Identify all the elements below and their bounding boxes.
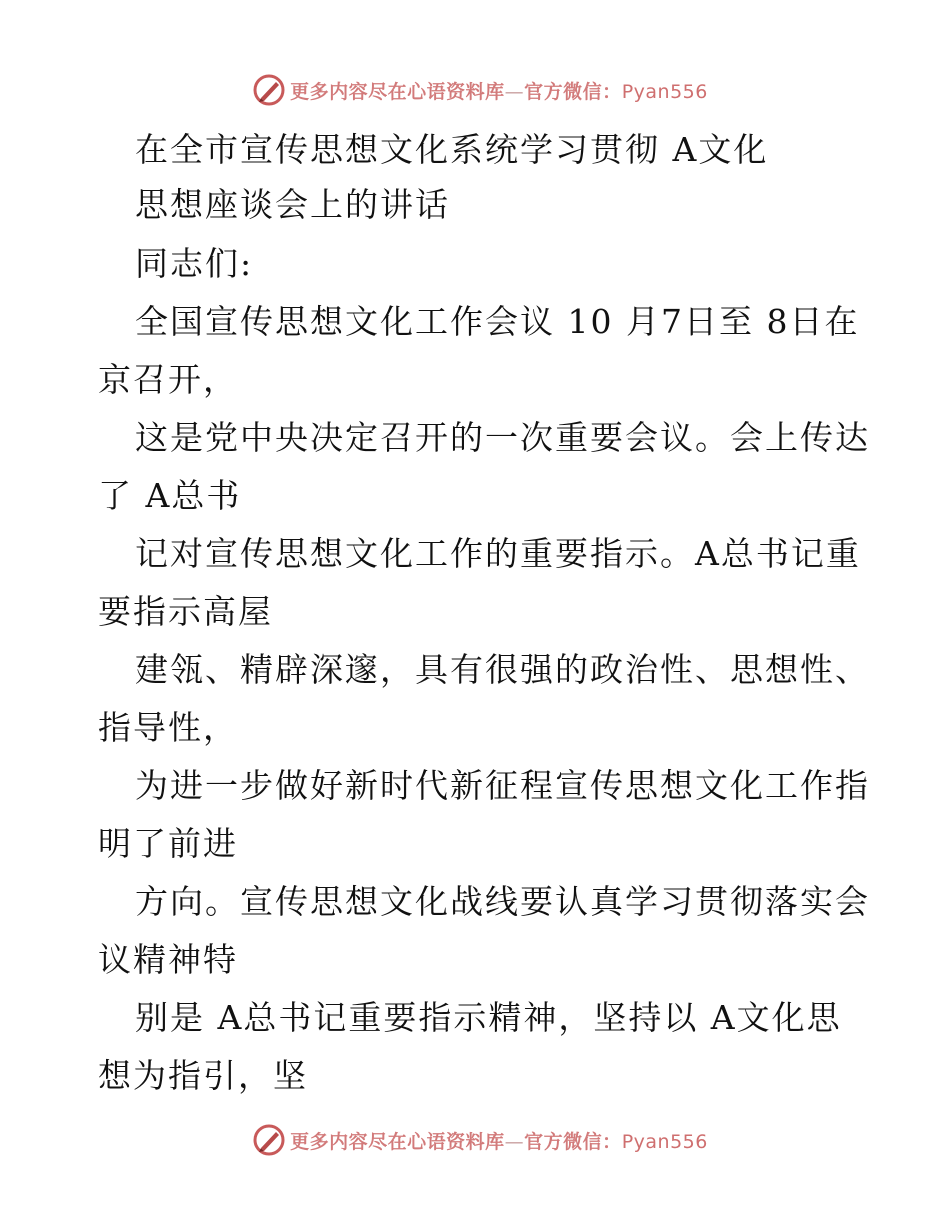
doc-line: 了 A总书 [98,476,242,515]
pen-circle-icon [252,73,286,107]
doc-line: 指导性， [98,708,238,747]
footer-watermark-text [290,1127,708,1154]
watermark-wechat-label: 官方微信： [524,80,622,103]
watermark-wechat-id: Pyan556 [621,80,708,103]
doc-line: 同志们: [135,244,254,283]
footer-watermark [0,1120,950,1160]
doc-line: 记对宣传思想文化工作的重要指示。A总书记重 [135,534,861,573]
doc-line: 方向。宣传思想文化战线要认真学习贯彻落实会 [135,882,870,921]
doc-line: 明了前进 [98,824,238,863]
header-watermark-text [290,77,708,104]
watermark-wechat-label: 官方微信： [524,1130,622,1153]
doc-line: 在全市宣传思想文化系统学习贯彻 A文化 [135,130,769,169]
footer-watermark-inner [252,1123,708,1157]
doc-line: 全国宣传思想文化工作会议 10 月7日至 8日在 [135,302,860,341]
doc-line: 要指示高屋 [98,592,273,631]
doc-line: 思想座谈会上的讲话 [135,185,450,224]
watermark-wechat-id: Pyan556 [621,1130,708,1153]
watermark-dash: — [504,80,525,103]
pen-circle-icon [252,1123,286,1157]
doc-line: 想为指引，坚 [98,1056,308,1095]
doc-line: 京召开， [98,360,238,399]
doc-line: 建瓴、精辟深邃，具有很强的政治性、思想性、 [135,650,870,689]
doc-line: 别是 A总书记重要指示精神，坚持以 A文化思 [135,998,842,1037]
header-watermark-inner [252,73,708,107]
doc-line: 为进一步做好新时代新征程宣传思想文化工作指 [135,766,870,805]
doc-line: 这是党中央决定召开的一次重要会议。会上传达 [135,418,870,457]
watermark-title: 更多内容尽在心语资料库 [290,80,505,103]
watermark-dash: — [504,1130,525,1153]
watermark-title: 更多内容尽在心语资料库 [290,1130,505,1153]
header-watermark [0,70,950,110]
doc-line: 议精神特 [98,940,238,979]
